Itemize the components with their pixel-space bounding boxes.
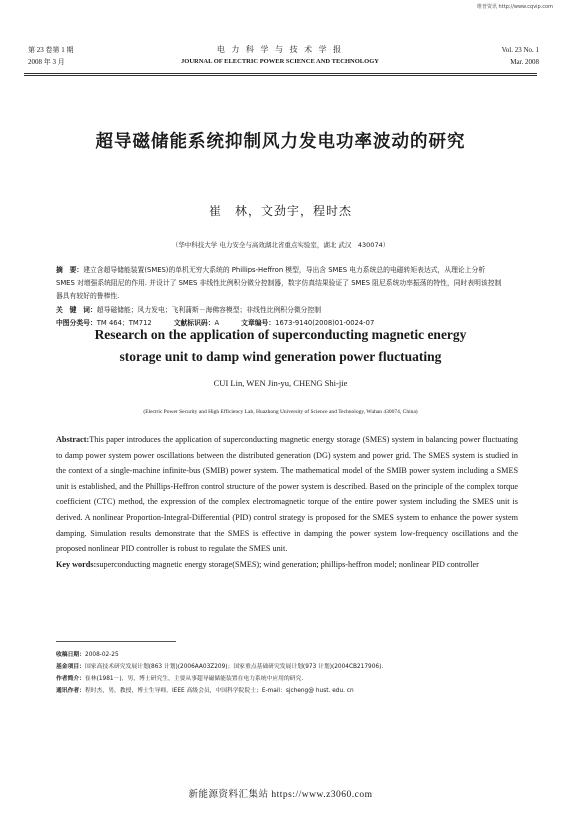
date-en: Mar. 2008 — [510, 58, 539, 66]
title-en — [0, 324, 561, 368]
journal-name-en: JOURNAL OF ELECTRIC POWER SCIENCE AND TECHNOLOGY — [181, 58, 379, 65]
title-en-line1: Research on the application of superconducting magnetic energy — [94, 327, 467, 342]
header-left — [28, 44, 74, 68]
keywords-en-text: superconducting magnetic energy storage(SMES); wind generation; phillips-heffron model; nonlinear PID controller — [96, 559, 479, 569]
clc-value: TM 464；TM712 — [96, 319, 152, 327]
abstract-cn — [56, 264, 506, 303]
keywords-en-label: Key words: — [56, 559, 97, 569]
doc-code-label: 文献标识码： — [173, 319, 215, 327]
author-bio-value: 崔林(1981－)，男，博士研究生，主要从事超导磁储能装置在电力系统中应用的研究. — [85, 676, 304, 682]
article-no-value: 1673-9140(2008)01-0024-07 — [275, 319, 375, 327]
authors-cn: 崔 林，文劲宇，程时杰 — [208, 204, 352, 218]
received-value: 2008-02-25 — [85, 652, 119, 658]
fund-label: 基金项目： — [56, 664, 85, 670]
header-right — [502, 44, 539, 68]
keywords-cn-text: 超导磁储能；风力发电；飞利蒲斯－海佛容模型；非线性比例积分微分控制 — [96, 306, 322, 314]
header-rule-top — [24, 73, 537, 74]
doc-code-value: A — [214, 319, 220, 327]
abstract-cn-text: 建立含超导储能装置(SMES)的单机无穷大系统的 Phillips-Heffron 模型，导出含 SMES 电力系统总的电磁转矩表达式，从理论上分析 SMES 对增强系统阻尼的作用. 并设计了 SMES 非线性比例积分微分控制器，数字仿真结果验证了 SMES 阻尼系统功率振荡的特性，同时表明该控制器具有较好的鲁棒性. — [56, 266, 502, 300]
footnote-received — [56, 650, 516, 661]
footer-site-link[interactable]: 新能源资料汇集站 https://www.z3060.com — [188, 790, 373, 800]
article-no-label: 文章编号： — [241, 319, 276, 327]
corresponding-value: 程时杰，男，教授，博士生导师，IEEE 高级会员，中国科学院院士；E-mail：sjcheng@ hust. edu. cn — [85, 688, 354, 694]
footnote-author-bio — [56, 674, 516, 685]
volume-en: Vol. 23 No. 1 — [501, 46, 539, 54]
date-cn: 2008 年 3 月 — [28, 58, 65, 66]
footnote-fund — [56, 662, 516, 673]
keywords-cn-label: 关 键 词： — [56, 306, 97, 314]
footnote-rule — [56, 641, 176, 642]
abstract-cn-label: 摘 要： — [56, 266, 84, 274]
footnote-corresponding — [56, 686, 516, 697]
keywords-cn — [56, 304, 506, 317]
clc-label: 中图分类号： — [56, 319, 97, 327]
fund-value: 国家高技术研究发展计划(863 计划)(2006AA03Z209)；国家重点基础研究发展计划(973 计划)(2004CB217906). — [85, 664, 384, 670]
authors-en: CUI Lin, WEN Jin-yu, CHENG Shi-jie — [213, 378, 348, 388]
abstract-en — [56, 432, 518, 572]
top-credit: 维普资讯 http://www.cqvip.com — [476, 4, 553, 10]
affiliation-en: (Electric Power Security and High Efficiency Lab, Huazhong University of Science and Technology, Wuhan 430074, China) — [143, 409, 418, 415]
affiliation-cn: （华中科技大学 电力安全与高效湖北省重点实验室，湖北 武汉 430074） — [171, 241, 390, 249]
author-bio-label: 作者简介： — [56, 676, 85, 682]
volume-cn: 第 23 卷第 1 期 — [28, 46, 74, 54]
corresponding-label: 通讯作者： — [56, 688, 85, 694]
title-cn: 超导磁储能系统抑制风力发电功率波动的研究 — [95, 132, 466, 152]
journal-name-cn: 电 力 科 学 与 技 术 学 报 — [216, 45, 344, 54]
abstract-en-text: This paper introduces the application of superconducting magnetic energy storage (SMES) system in balancing power fluctuating to damp power system power oscillations between the distributed generation (DG) system and power grid. The SMES system is studied in the context of a single-machine infinite-bus (SMIB) power system. The mathematical model of the SMIB power system including a SMES unit is established, and the Phillips-Heffron control structure of the power system is described. Based on the principle of the complex torque coefficient (CTC) method, the expression of the complex electromagnetic torque of the entire power system including the SMES unit is derived. A nonlinear Proportion-Integral-Differential (PID) control strategy is proposed for the SMES system to enhance the power system damping. Simulation results demonstrate that the SMES is effective in damping the power system low-frequency oscillations and the proposed nonlinear PID controller is robust to regulate the SMES unit. — [56, 435, 518, 554]
received-label: 收稿日期： — [56, 652, 85, 658]
title-en-line2: storage unit to damp wind generation power fluctuating — [119, 349, 442, 364]
header-rule-bottom — [24, 75, 537, 76]
abstract-en-label: Abstract: — [56, 435, 90, 444]
header-center — [130, 44, 430, 68]
